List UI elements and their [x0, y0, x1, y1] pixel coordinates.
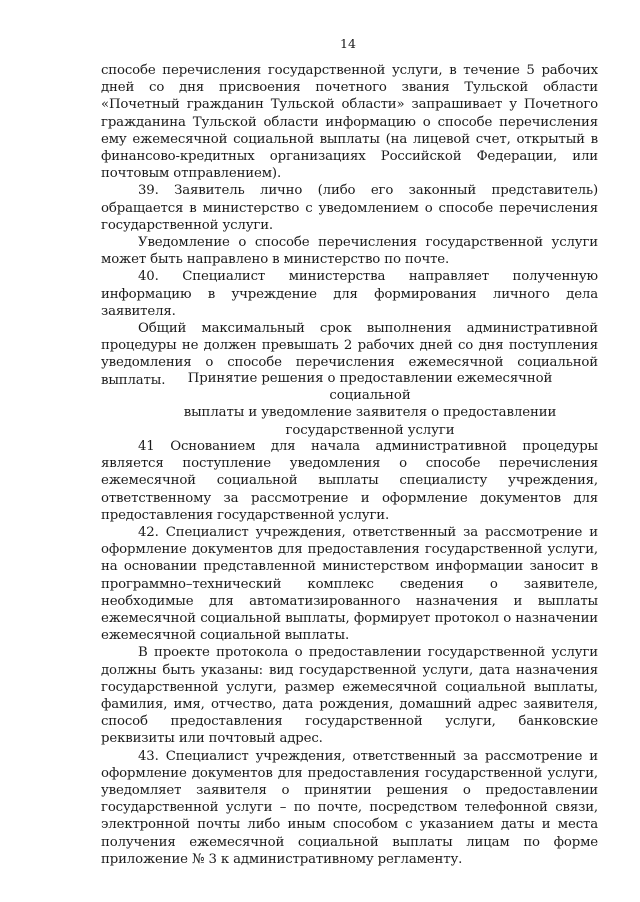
heading-line-3: государственной услуги — [285, 422, 455, 438]
paragraph-42: 42. Специалист учреждения, ответственный за рассмотрение и оформление документов для предоставления государственной услуги, на основании представленной министерством информации заносит в программно–технический комплекс сведения о заявителе, необходимые для автоматизированного назначения и выплаты ежемесячной социальной выплаты, формирует протокол о назначении ежемесячной социальной выплаты. — [101, 525, 598, 644]
paragraph-43: 43. Специалист учреждения, ответственный за рассмотрение и оформление документов для предоставления государственной услуги, уведомляет заявителя о принятии решения о предоставлении государственной услуги – по почте, посредством телефонной связи, электронной почты либо иным способом с указанием даты и места получения ежемесячной социальной выплаты лицам по форме приложение № 3 к административному регламенту. — [101, 748, 598, 867]
paragraph-39: 39. Заявитель лично (либо его законный представитель) обращается в министерство с уведомлением о способе перечисления государственной услуги. — [101, 183, 598, 233]
paragraph-protocol-contents: В проекте протокола о предоставлении государственной услуги должны быть указаны: вид государственной услуги, дата назначения государственной услуги, размер ежемесячной социальной выплаты, фамилия, имя, отчество, дата рождения, домашний адрес заявителя, способ предоставления государственной услуги, банковские реквизиты или почтовый адрес. — [101, 645, 598, 747]
section-heading — [160, 370, 580, 439]
paragraph-notification-post: Уведомление о способе перечисления государственной услуги может быть направлено в министерство по почте. — [101, 235, 598, 268]
text-block-upper — [101, 62, 598, 389]
page-number: 14 — [340, 36, 356, 51]
paragraph-41: 41 Основанием для начала административной процедуры является поступление уведомления о способе перечисления ежемесячной социальной выплаты специалисту учреждения, ответственному за рассмотрение и оформление документов для предоставления государственной услуги. — [101, 439, 598, 523]
text-block-lower — [101, 438, 598, 868]
paragraph-40: 40. Специалист министерства направляет полученную информацию в учреждение для формирования личного дела заявителя. — [101, 269, 598, 319]
heading-line-2: выплаты и уведомление заявителя о предоставлении — [183, 405, 557, 421]
heading-line-1: Принятие решения о предоставлении ежемесячной социальной — [187, 371, 553, 404]
paragraph-max-period: Общий максимальный срок выполнения административной процедуры не должен превышать 2 рабочих дней со дня поступления уведомления о способе перечисления ежемесячной социальной выплаты. — [101, 321, 598, 388]
paragraph-continuation: способе перечисления государственной услуги, в течение 5 рабочих дней со дня присвоения почетного звания Тульской области «Почетный гражданин Тульской области» запрашивает у Почетного гражданина Тульской области информацию о способе перечисления ему ежемесячной социальной выплаты (на лицевой счет, открытый в финансово-кредитных организациях Российской Федерации, или почтовым отправлением). — [101, 63, 598, 182]
